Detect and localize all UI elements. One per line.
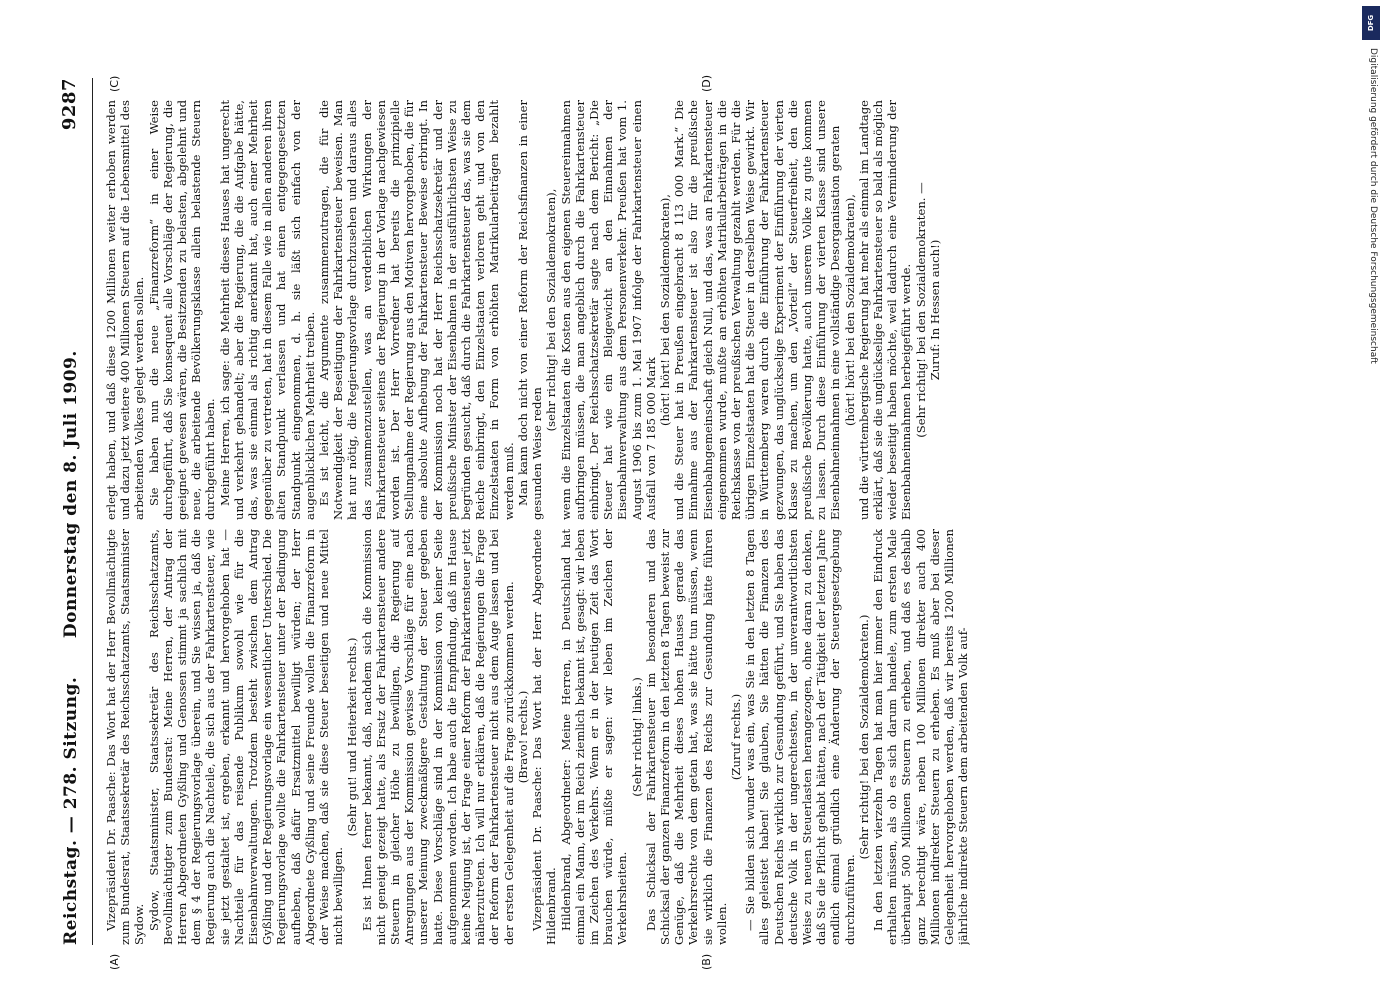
- margin-letter-a: (A): [108, 953, 121, 970]
- paragraph: und die württembergische Regierung hat mehr als einmal im Landtage erklärt, daß sie die unglückselige Fahrkartensteuer so bald als möglich wieder beseitigt haben möchte, weil dadurch eine Verminderung der Eisenbahneinnahmen herbeigeführt werde.: [856, 100, 914, 520]
- paragraph: und die Steuer hat in Preußen eingebracht 8 113 000 Mark.“ Die Einnahme aus der Fahrkartensteuer ist also für die preußische Eisenbahngemeinschaft gleich Null, und das, was an Fahrkartensteuer eingenommen wurde, mußte an erhöhten Matrikularbeiträgen in die Reichskasse von der preußischen Verwaltung gezahlt werden. Für die übrigen Einzelstaaten hat die Steuer in derselben Weise gewirkt. Wir in Württemberg waren durch die Einführung der Fahrkartensteuer gezwungen, das unglückselige Experiment der Einführung der vierten Klasse zu machen, um den „Vorteil“ der Steuerfreiheit, den die preußische Bevölkerung hatte, auch unserem Volke zu gute kommen zu lassen. Durch diese Einführung der vierten Klasse sind unsere Eisenbahneinnahmen in eine vollständige Desorganisation geraten: [672, 100, 843, 520]
- dfg-logo: [1362, 6, 1380, 40]
- paragraph: Vizepräsident Dr. Paasche: Das Wort hat der Herr Bevollmächtigte zum Bundesrat, Staatssekretär des Reichsschatzamts, Staatsminister Sydow.: [104, 529, 147, 945]
- digitization-note-text: Digitalisierung gefördert durch die Deutsche Forschungsgemeinschaft: [1368, 48, 1378, 364]
- interjection: (Sehr richtig! bei den Sozialdemokraten. —: [913, 182, 928, 438]
- margin-letter-c: (C): [108, 75, 121, 92]
- page-number: 9287: [59, 78, 80, 131]
- paragraph: Vizepräsident Dr. Paasche: Das Wort hat der Herr Abgeordnete Hildenbrand.: [530, 529, 559, 945]
- interjection: Zuruf: In Hessen auch!): [927, 239, 942, 381]
- interjection: (hört! hört! bei den Sozialdemokraten),: [842, 194, 857, 426]
- paragraph: Sydow, Staatsminister, Staatssekretär des Reichsschatzamts, Bevollmächtigter zum Bundesrat: Meine Herren, der Antrag der Herren Abgeordneten Gyßling und Genossen stimmt ja sachlich mit dem § 4 der Regierungsvorlage überein, und Sie wissen ja, daß die Regierung auch die Nachteile, die sich aus der Fahrkartensteuer, wie sie jetzt gestaltet ist, ergeben, erkannt und hervorgehoben hat — Nachteile für das reisende Publikum sowohl wie für die Eisenbahnverwaltungen. Trotzdem besteht zwischen dem Antrag Gyßling und der Regierungsvorlage ein wesentlicher Unterschied. Die Regierungsvorlage wollte die Fahrkartensteuer unter der Bedingung aufheben, daß dafür Ersatzmittel bewilligt würden; der Herr Abgeordnete Gyßling und seine Freunde wollen die Finanzreform in der Weise machen, daß sie diese Steuer beseitigen und neue Mittel nicht bewilligen.: [146, 529, 346, 945]
- dfg-logo-text: DFG: [1367, 14, 1375, 32]
- interjection: (Zuruf rechts.): [728, 693, 743, 781]
- paragraph: Hildenbrand, Abgeordneter: Meine Herren, in Deutschland hat einmal ein Mann, der im Reich ziemlich bekannt ist, gesagt: wir leben im Zeichen des Verkehrs. Wenn er in der heutigen Zeit das Wort brauchen würde, müßte er sagen: wir leben im Zeichen der Verkehrsheiten.: [558, 529, 630, 945]
- page-header: [55, 78, 89, 945]
- margin-letter-d: (D): [700, 74, 713, 92]
- text-column-left: [104, 529, 1359, 945]
- paragraph: wenn die Einzelstaaten die Kosten aus den eigenen Steuereinnahmen aufbringen müssen, die man angeblich durch die Fahrkartensteuer einbringt. Der Reichsschatzsekretär sagte nach dem Bericht: „Die Steuer hat wie ein Bleigewicht an den Einnahmen der Eisenbahnverwaltung aus dem Personenverkehr. Preußen hat vom 1. August 1906 bis zum 1. Mai 1907 infolge der Fahrkartensteuer einen Ausfall von 7 185 000 Mark: [558, 100, 658, 520]
- interjection: (Sehr richtig! links.): [629, 677, 644, 797]
- interjection: (hört! hört! bei den Sozialdemokraten),: [657, 194, 672, 426]
- paragraph: — Sie bilden sich wunder was ein, was Sie in den letzten 8 Tagen alles geleistet haben! Sie glauben, Sie hätten die Finanzen des Deutschen Reichs wirklich zur Gesundung geführt, und Sie haben das deutsche Volk in der ungerechtesten, in der unverantwortlichsten Weise zu neuen Steuerlasten herangezogen, ohne daran zu denken, daß Sie die Pflicht gehabt hätten, nach der Tätigkeit der letzten Jahre endlich einmal gründlich eine Änderung der Steuergesetzgebung durchzuführen.: [743, 529, 857, 945]
- paragraph: In den letzten vierzehn Tagen hat man hier immer den Eindruck erhalten müssen, als ob es sich darum handele, zum ersten Male überhaupt 500 Millionen Steuern zu erheben, und daß es deshalb ganz berechtigt wäre, neben 100 Millionen direkter auch 400 Millionen indirekter Steuern zu erheben. Es muß aber bei dieser Gelegenheit hervorgehoben werden, daß wir bereits 1200 Millionen jährliche indirekte Steuern dem arbeitenden Volk auf-: [870, 529, 971, 945]
- paragraph: Es ist Ihnen ferner bekannt, daß, nachdem sich die Kommission nicht geneigt gezeigt hatte, als Ersatz der Fahrkartensteuer andere Steuern in gleicher Höhe zu bewilligen, die Regierung auf Anregungen aus der Kommission gewisse Vorschläge für eine nach unserer Meinung zweckmäßigere Gestaltung der Steuer gegeben hatte. Diese Vorschläge sind in der Kommission von keiner Seite aufgenommen worden. Ich habe auch die Empfindung, daß im Hause keine Neigung ist, der Frage einer Reform der Fahrkartensteuer jetzt näherzutreten. Ich will nur erklären, daß die Regierungen die Frage der Reform der Fahrkartensteuer nicht aus dem Auge lassen und bei der ersten Gelegenheit auf die Frage zurückkommen werden.: [359, 529, 516, 945]
- paragraph: Man kann doch nicht von einer Reform der Reichsfinanzen in einer gesunden Weise reden: [515, 100, 545, 520]
- interjection: (Sehr richtig! bei den Sozialdemokraten.): [856, 614, 871, 860]
- paragraph: Das Schicksal der Fahrkartensteuer im besonderen und das Schicksal der ganzen Finanzreform in den letzten 8 Tagen beweist zur Genüge, daß die Mehrheit dieses hohen Hauses gerade das Verkehrsrechte von dem getan hat, was sie hätte tun müssen, wenn sie wirklich die Finanzen des Reichs zur Gesundung hätte führen wollen.: [643, 529, 729, 945]
- text-column-right: [104, 100, 1359, 520]
- paragraph: Sie haben nun die neue „Finanzreform“ in einer Weise durchgeführt, daß Sie konsequent alle Vorschläge der Regierung, die geeignet gewesen wären, die Besitzenden zu belasten, abgelehnt und neue, die arbeitende Bevölkerungsklasse allein belastende Steuern durchgeführt haben.: [146, 100, 218, 520]
- interjection: (Bravo! rechts.): [515, 690, 530, 784]
- interjection: (Sehr gut! und Heiterkeit rechts.): [345, 637, 360, 837]
- header-session: Reichstag. — 278. Sitzung.: [61, 676, 81, 945]
- paragraph: erlegt haben, und daß diese 1200 Millionen weiter erhoben werden und dazu jetzt weitere 400 Millionen Steuern auf die Lebensmittel des arbeitenden Volkes gelegt werden sollen.: [104, 100, 147, 520]
- header-rule: [92, 78, 93, 945]
- paragraph: Es ist leicht, die Argumente zusammenzutragen, die für die Notwendigkeit der Beseitigung der Fahrkartensteuer beweisen. Man hat nur nötig, die Regierungsvorlage durchzusehen und daraus alles das zusammenzustellen, was an verderblichen Wirkungen der Fahrkartensteuer seitens der Regierung in der Vorlage nachgewiesen worden ist. Der Herr Vorredner hat bereits die prinzipielle Stellungnahme der Regierung aus den Motiven hervorgehoben, die für eine absolute Aufhebung der Fahrkartensteuer Beweise erbringt. In der Kommission noch hat der Herr Reichsschatzsekretär und der preußische Minister der Eisenbahnen in der ausführlichsten Weise zu begründen gesucht, daß durch die Fahrkartensteuer das, was sie dem Reiche einbringt, den Einzelstaaten verloren geht und von den Einzelstaaten in Form von erhöhten Matrikularbeiträgen bezahlt werden muß.: [317, 100, 516, 520]
- margin-letter-b: (B): [700, 953, 713, 970]
- header-date: Donnerstag den 8. Juli 1909.: [61, 350, 81, 639]
- interjection: (sehr richtig! bei den Sozialdemokraten),: [544, 188, 559, 432]
- digitization-note: [1360, 48, 1382, 998]
- paragraph: Meine Herren, ich sage: die Mehrheit dieses Hauses hat ungerecht und verkehrt gehandelt; aber die Regierung, die die Aufgabe hätte, das, was sie einmal als richtig anerkannt hat, auch einer Mehrheit gegenüber zu vertreten, hat in diesem Falle wie in allen anderen ihren alten Standpunkt verlassen und hat einen entgegengesetzten Standpunkt eingenommen, d. h. sie läßt sich einfach von der augenblicklichen Mehrheit treiben.: [217, 100, 317, 520]
